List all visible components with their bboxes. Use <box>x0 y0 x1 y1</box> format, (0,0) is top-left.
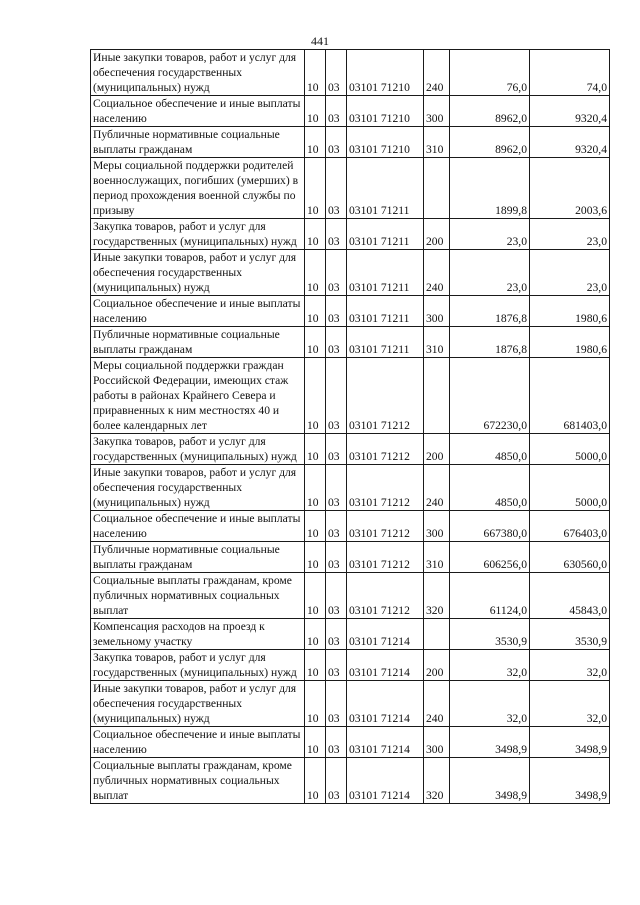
expense-type-cell: 310 <box>424 127 450 158</box>
expense-type-cell: 240 <box>424 250 450 296</box>
amount-year2-cell: 23,0 <box>530 219 610 250</box>
subsection-code-cell: 03 <box>326 96 347 127</box>
expense-name-cell: Социальное обеспечение и иные выплаты населению <box>91 511 305 542</box>
amount-year1-cell: 4850,0 <box>450 465 530 511</box>
amount-year2-cell: 3530,9 <box>530 619 610 650</box>
expense-type-cell: 240 <box>424 465 450 511</box>
amount-year1-cell: 1876,8 <box>450 327 530 358</box>
target-article-cell: 03101 71212 <box>347 573 424 619</box>
expense-type-cell: 320 <box>424 573 450 619</box>
subsection-code-cell: 03 <box>326 619 347 650</box>
table-row <box>91 573 610 619</box>
expense-name-cell: Социальное обеспечение и иные выплаты населению <box>91 96 305 127</box>
table-row <box>91 96 610 127</box>
subsection-code-cell: 03 <box>326 127 347 158</box>
target-article-cell: 03101 71211 <box>347 158 424 219</box>
amount-year2-cell: 9320,4 <box>530 96 610 127</box>
amount-year2-cell: 1980,6 <box>530 296 610 327</box>
section-code-cell: 10 <box>305 250 326 296</box>
subsection-code-cell: 03 <box>326 296 347 327</box>
expense-name-cell: Публичные нормативные социальные выплаты гражданам <box>91 127 305 158</box>
amount-year1-cell: 32,0 <box>450 650 530 681</box>
table-row <box>91 650 610 681</box>
target-article-cell: 03101 71211 <box>347 296 424 327</box>
table-row <box>91 327 610 358</box>
target-article-cell: 03101 71210 <box>347 96 424 127</box>
expense-name-cell: Закупка товаров, работ и услуг для государственных (муниципальных) нужд <box>91 434 305 465</box>
subsection-code-cell: 03 <box>326 727 347 758</box>
amount-year2-cell: 3498,9 <box>530 758 610 804</box>
section-code-cell: 10 <box>305 434 326 465</box>
amount-year2-cell: 681403,0 <box>530 358 610 434</box>
table-row <box>91 250 610 296</box>
target-article-cell: 03101 71212 <box>347 465 424 511</box>
section-code-cell: 10 <box>305 219 326 250</box>
section-code-cell: 10 <box>305 96 326 127</box>
subsection-code-cell: 03 <box>326 327 347 358</box>
subsection-code-cell: 03 <box>326 681 347 727</box>
subsection-code-cell: 03 <box>326 511 347 542</box>
expense-name-cell: Закупка товаров, работ и услуг для государственных (муниципальных) нужд <box>91 650 305 681</box>
table-row <box>91 681 610 727</box>
amount-year1-cell: 8962,0 <box>450 96 530 127</box>
amount-year2-cell: 45843,0 <box>530 573 610 619</box>
amount-year2-cell: 3498,9 <box>530 727 610 758</box>
expense-type-cell: 300 <box>424 296 450 327</box>
amount-year2-cell: 630560,0 <box>530 542 610 573</box>
section-code-cell: 10 <box>305 127 326 158</box>
target-article-cell: 03101 71212 <box>347 434 424 465</box>
amount-year1-cell: 23,0 <box>450 219 530 250</box>
table-row <box>91 358 610 434</box>
amount-year1-cell: 1876,8 <box>450 296 530 327</box>
expense-name-cell: Иные закупки товаров, работ и услуг для обеспечения государственных (муниципальных) нужд <box>91 465 305 511</box>
expense-type-cell: 310 <box>424 542 450 573</box>
table-row <box>91 50 610 96</box>
section-code-cell: 10 <box>305 681 326 727</box>
amount-year2-cell: 23,0 <box>530 250 610 296</box>
amount-year1-cell: 4850,0 <box>450 434 530 465</box>
expense-type-cell: 320 <box>424 758 450 804</box>
expense-name-cell: Иные закупки товаров, работ и услуг для обеспечения государственных (муниципальных) нужд <box>91 250 305 296</box>
expense-type-cell <box>424 358 450 434</box>
amount-year1-cell: 3530,9 <box>450 619 530 650</box>
expense-type-cell: 310 <box>424 327 450 358</box>
section-code-cell: 10 <box>305 327 326 358</box>
subsection-code-cell: 03 <box>326 358 347 434</box>
table-row <box>91 542 610 573</box>
target-article-cell: 03101 71214 <box>347 650 424 681</box>
table-row <box>91 758 610 804</box>
budget-table <box>90 49 610 804</box>
target-article-cell: 03101 71211 <box>347 327 424 358</box>
subsection-code-cell: 03 <box>326 542 347 573</box>
target-article-cell: 03101 71210 <box>347 50 424 96</box>
amount-year2-cell: 74,0 <box>530 50 610 96</box>
expense-type-cell: 240 <box>424 681 450 727</box>
target-article-cell: 03101 71212 <box>347 511 424 542</box>
expense-type-cell: 300 <box>424 727 450 758</box>
table-row <box>91 127 610 158</box>
target-article-cell: 03101 71214 <box>347 681 424 727</box>
section-code-cell: 10 <box>305 650 326 681</box>
expense-name-cell: Меры социальной поддержки граждан Российской Федерации, имеющих стаж работы в районах Крайнего Севера и приравненных к ним местностях 40 и более календарных лет <box>91 358 305 434</box>
subsection-code-cell: 03 <box>326 465 347 511</box>
amount-year1-cell: 667380,0 <box>450 511 530 542</box>
subsection-code-cell: 03 <box>326 573 347 619</box>
subsection-code-cell: 03 <box>326 758 347 804</box>
expense-type-cell: 200 <box>424 650 450 681</box>
amount-year1-cell: 1899,8 <box>450 158 530 219</box>
subsection-code-cell: 03 <box>326 250 347 296</box>
section-code-cell: 10 <box>305 511 326 542</box>
amount-year2-cell: 32,0 <box>530 681 610 727</box>
target-article-cell: 03101 71211 <box>347 250 424 296</box>
expense-name-cell: Компенсация расходов на проезд к земельному участку <box>91 619 305 650</box>
expense-name-cell: Публичные нормативные социальные выплаты гражданам <box>91 327 305 358</box>
subsection-code-cell: 03 <box>326 434 347 465</box>
amount-year1-cell: 672230,0 <box>450 358 530 434</box>
amount-year2-cell: 5000,0 <box>530 465 610 511</box>
table-row <box>91 727 610 758</box>
amount-year2-cell: 9320,4 <box>530 127 610 158</box>
amount-year1-cell: 32,0 <box>450 681 530 727</box>
expense-type-cell: 200 <box>424 434 450 465</box>
target-article-cell: 03101 71210 <box>347 127 424 158</box>
table-row <box>91 465 610 511</box>
subsection-code-cell: 03 <box>326 158 347 219</box>
amount-year1-cell: 23,0 <box>450 250 530 296</box>
section-code-cell: 10 <box>305 542 326 573</box>
target-article-cell: 03101 71212 <box>347 358 424 434</box>
amount-year1-cell: 606256,0 <box>450 542 530 573</box>
amount-year2-cell: 5000,0 <box>530 434 610 465</box>
budget-table-body <box>91 50 610 804</box>
section-code-cell: 10 <box>305 727 326 758</box>
table-row <box>91 434 610 465</box>
subsection-code-cell: 03 <box>326 650 347 681</box>
section-code-cell: 10 <box>305 158 326 219</box>
target-article-cell: 03101 71214 <box>347 758 424 804</box>
expense-type-cell: 300 <box>424 511 450 542</box>
amount-year1-cell: 3498,9 <box>450 727 530 758</box>
expense-name-cell: Меры социальной поддержки родителей военнослужащих, погибших (умерших) в период прохождения военной службы по призыву <box>91 158 305 219</box>
section-code-cell: 10 <box>305 465 326 511</box>
expense-name-cell: Иные закупки товаров, работ и услуг для обеспечения государственных (муниципальных) нужд <box>91 50 305 96</box>
expense-name-cell: Социальное обеспечение и иные выплаты населению <box>91 727 305 758</box>
table-row <box>91 511 610 542</box>
section-code-cell: 10 <box>305 573 326 619</box>
section-code-cell: 10 <box>305 296 326 327</box>
amount-year1-cell: 8962,0 <box>450 127 530 158</box>
section-code-cell: 10 <box>305 358 326 434</box>
amount-year1-cell: 3498,9 <box>450 758 530 804</box>
expense-type-cell <box>424 619 450 650</box>
amount-year1-cell: 76,0 <box>450 50 530 96</box>
expense-name-cell: Социальные выплаты гражданам, кроме публичных нормативных социальных выплат <box>91 758 305 804</box>
expense-type-cell: 300 <box>424 96 450 127</box>
target-article-cell: 03101 71214 <box>347 619 424 650</box>
expense-name-cell: Публичные нормативные социальные выплаты гражданам <box>91 542 305 573</box>
section-code-cell: 10 <box>305 619 326 650</box>
expense-name-cell: Социальные выплаты гражданам, кроме публичных нормативных социальных выплат <box>91 573 305 619</box>
table-row <box>91 296 610 327</box>
table-row <box>91 619 610 650</box>
table-row <box>91 219 610 250</box>
target-article-cell: 03101 71214 <box>347 727 424 758</box>
target-article-cell: 03101 71212 <box>347 542 424 573</box>
amount-year2-cell: 1980,6 <box>530 327 610 358</box>
amount-year2-cell: 2003,6 <box>530 158 610 219</box>
amount-year2-cell: 32,0 <box>530 650 610 681</box>
expense-name-cell: Иные закупки товаров, работ и услуг для обеспечения государственных (муниципальных) нужд <box>91 681 305 727</box>
section-code-cell: 10 <box>305 50 326 96</box>
expense-name-cell: Закупка товаров, работ и услуг для государственных (муниципальных) нужд <box>91 219 305 250</box>
amount-year2-cell: 676403,0 <box>530 511 610 542</box>
amount-year1-cell: 61124,0 <box>450 573 530 619</box>
expense-type-cell: 200 <box>424 219 450 250</box>
expense-type-cell <box>424 158 450 219</box>
table-row <box>91 158 610 219</box>
page-number: 441 <box>311 34 329 48</box>
section-code-cell: 10 <box>305 758 326 804</box>
expense-type-cell: 240 <box>424 50 450 96</box>
expense-name-cell: Социальное обеспечение и иные выплаты населению <box>91 296 305 327</box>
subsection-code-cell: 03 <box>326 50 347 96</box>
subsection-code-cell: 03 <box>326 219 347 250</box>
target-article-cell: 03101 71211 <box>347 219 424 250</box>
